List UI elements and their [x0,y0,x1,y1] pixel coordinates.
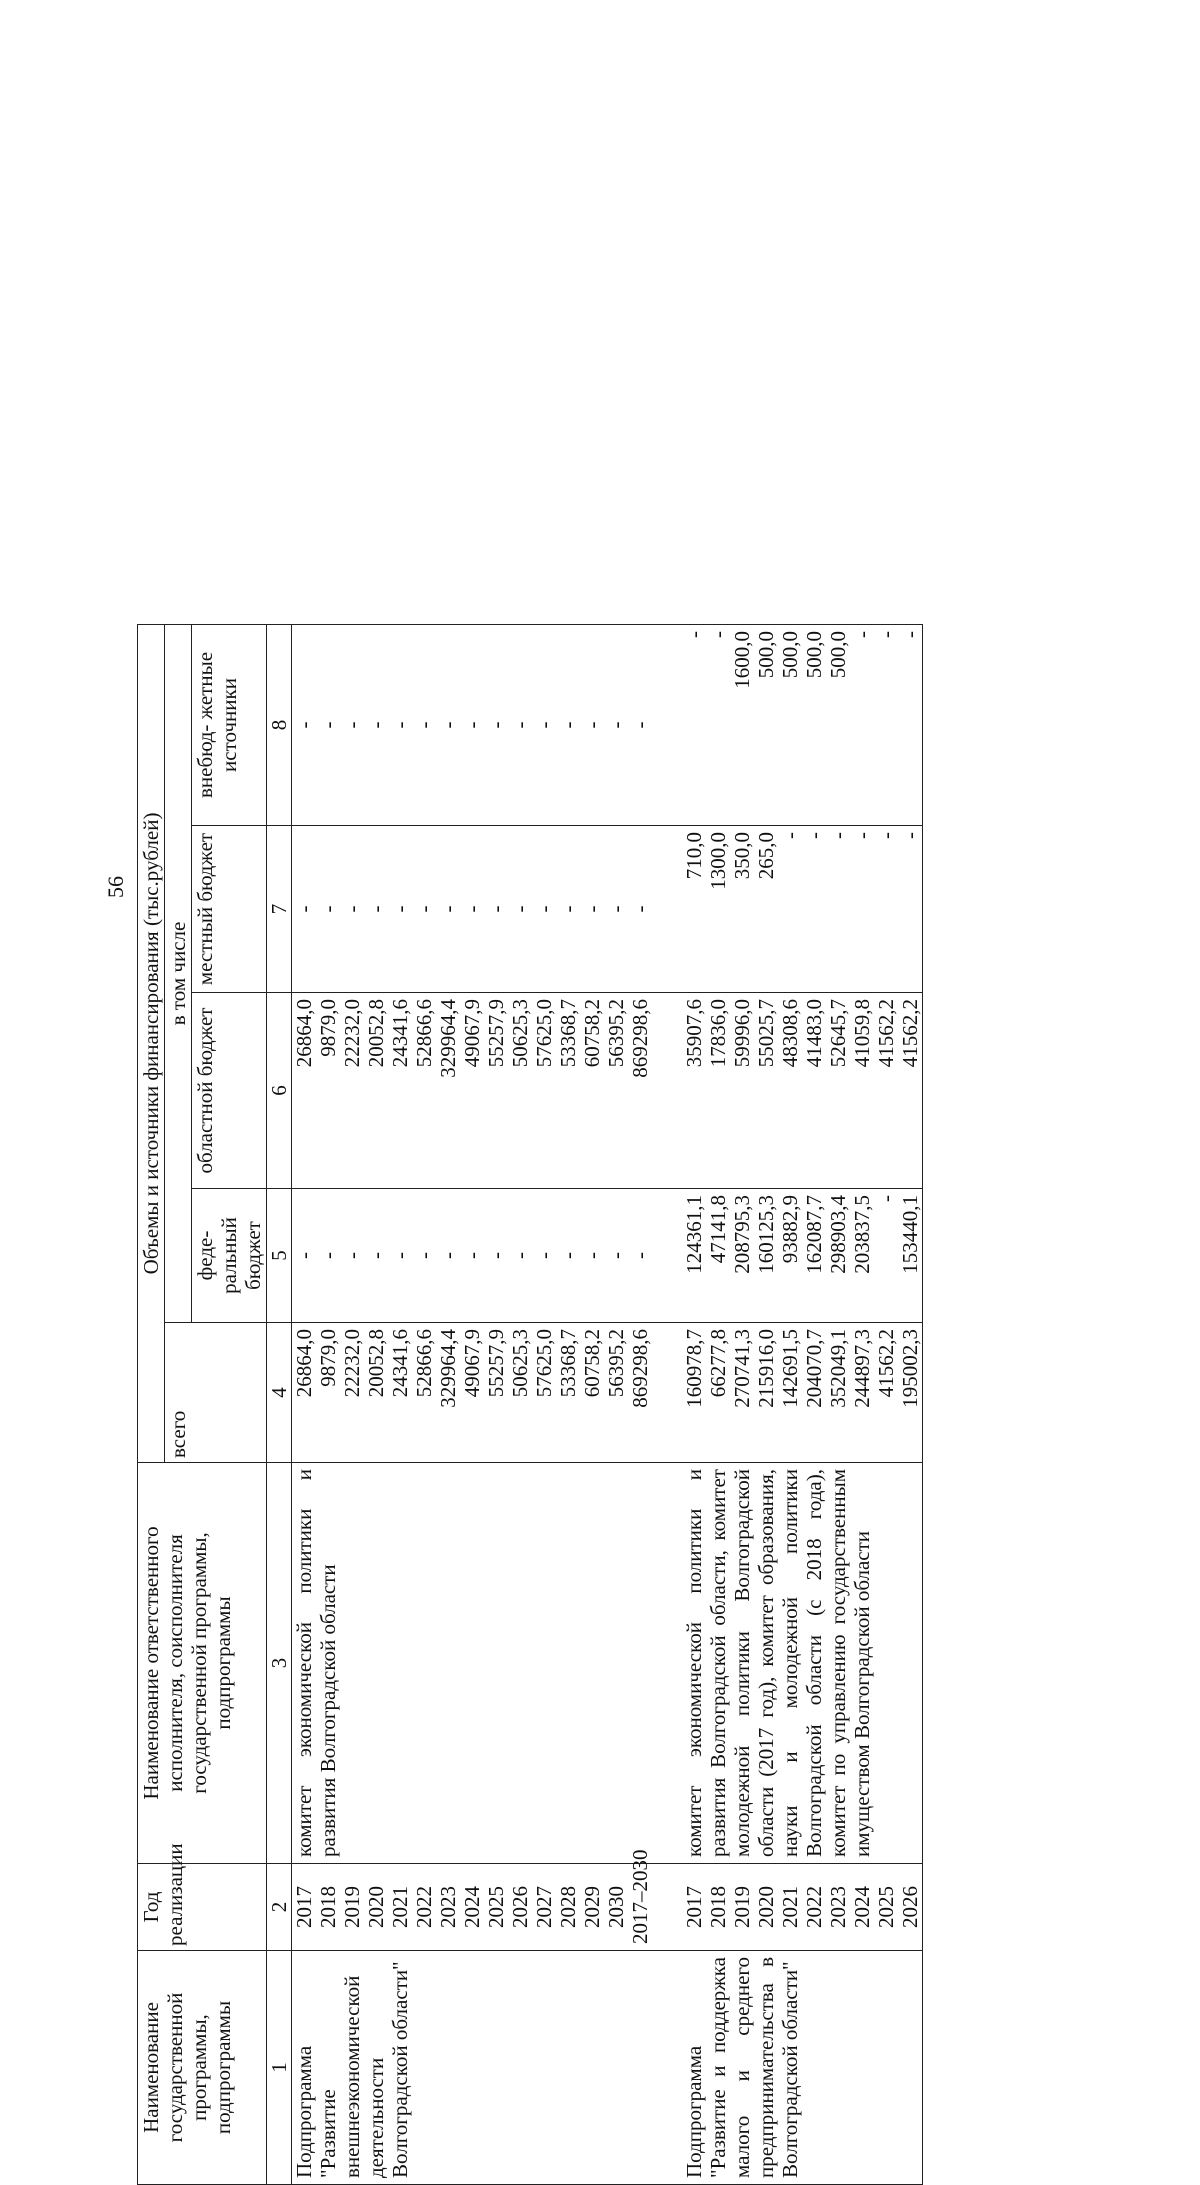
regional-value: 17836,0 [706,999,730,1068]
federal-value: - [580,1252,604,1259]
total-value: 53368,7 [556,1329,580,1398]
local-value: - [850,832,874,839]
regional-value: 41059,8 [850,999,874,1068]
extrabudget-value: - [292,721,316,729]
local-values [292,826,653,993]
local-value: - [388,905,412,913]
regional-value: 9879,0 [316,999,340,1057]
extrabudget-value: 500,0 [754,630,778,679]
federal-value: - [628,1252,652,1259]
column-number: 3 [267,1463,292,1864]
regional-value: 48308,6 [778,999,802,1068]
years-value: 2023 [436,1886,460,1928]
extrabudget-value: - [604,721,628,729]
total-value: 9879,0 [316,1329,340,1387]
total-value: 352049,1 [826,1329,850,1408]
column-number: 6 [267,993,292,1189]
total-value: 49067,9 [460,1329,484,1398]
years-value: 2025 [874,1886,898,1928]
total-value: 41562,2 [874,1329,898,1398]
years-value: 2029 [580,1886,604,1928]
regional-value: 869298,6 [628,999,652,1078]
years-value: 2019 [730,1886,754,1928]
federal-value: 153440,1 [898,1195,922,1274]
years-value: 2018 [316,1886,340,1928]
extrabudget-value: - [556,721,580,729]
executor-cell: комитет экономической политики и развития Волгоградской области, комитет молодежной политики Волгоградской области (2017 год), комитет образования, науки и молодежной политики Волгоградской области (с 2018 года), комитет по управлению государственным имуществом Волгоградской области [652,1463,923,1864]
rotated-table-wrapper [137,625,1200,2185]
years-value: 2022 [412,1886,436,1928]
local-value: - [604,905,628,913]
extrabudget-value: - [628,721,652,729]
federal-value: 160125,3 [754,1195,778,1274]
extrabudget-value: - [898,630,922,638]
extrabudget-value: - [580,721,604,729]
years-cell [652,1864,923,1951]
total-value: 244897,3 [850,1329,874,1408]
local-value: - [826,832,850,839]
years-value: 2019 [340,1886,364,1928]
header-funding-group: Объемы и источники финансирования (тыс.рублей) [138,624,165,1462]
local-value: - [898,832,922,839]
federal-value: - [412,1252,436,1259]
federal-value: 93882,9 [778,1195,802,1264]
header-federal: феде- ральный бюджет [192,1189,267,1323]
federal-value: - [388,1252,412,1259]
years-value: 2025 [484,1886,508,1928]
regional-value: 35907,6 [682,999,706,1068]
total-value: 215916,0 [754,1329,778,1408]
extrabudget-value: 500,0 [826,630,850,679]
total-value: 26864,0 [292,1329,316,1398]
regional-value: 41562,2 [874,999,898,1068]
local-value: - [340,905,364,913]
financing-table [137,624,923,2185]
extrabudget-value: - [706,630,730,638]
column-number: 7 [267,826,292,993]
column-number: 5 [267,1189,292,1323]
federal-value: 47141,8 [706,1195,730,1264]
total-value: 56395,2 [604,1329,628,1398]
federal-value: - [484,1252,508,1259]
federal-value: - [604,1252,628,1259]
extrabudget-value: 500,0 [802,630,826,679]
local-value: - [292,905,316,913]
total-value: 50625,3 [508,1329,532,1398]
years-value: 2020 [754,1886,778,1928]
executor-cell: комитет экономической политики и развития Волгоградской области [292,1463,653,1864]
regional-value: 50625,3 [508,999,532,1068]
regional-value: 53368,7 [556,999,580,1068]
local-value: - [532,905,556,913]
federal-value: - [292,1252,316,1259]
federal-value: - [532,1252,556,1259]
years-cell [292,1849,653,1951]
regional-value: 24341,6 [388,999,412,1068]
years-value: 2028 [556,1886,580,1928]
years-value: 2022 [802,1886,826,1928]
total-value: 60758,2 [580,1329,604,1398]
header-executor: Наименование ответственного исполнителя, соисполнителя государственной программы, подпрограммы [138,1463,267,1864]
subprogram-row-foreign-economic [292,624,653,2184]
regional-value: 55025,7 [754,999,778,1068]
regional-value: 52866,6 [412,999,436,1068]
total-value: 869298,6 [628,1329,652,1408]
extrabudget-value: - [364,721,388,729]
federal-value: 162087,7 [802,1195,826,1274]
column-number: 1 [267,1951,292,2185]
federal-value: 208795,3 [730,1195,754,1274]
regional-value: 60758,2 [580,999,604,1068]
regional-value: 49067,9 [460,999,484,1068]
federal-value: - [364,1252,388,1259]
extrabudget-value: 500,0 [778,630,802,679]
total-value: 329964,4 [436,1329,460,1408]
subprogram-name: Подпрограмма "Развитие и поддержка малого и среднего предпринимательства в Волгоградской области" [652,1951,923,2185]
extrabudget-value: - [460,721,484,729]
years-value: 2024 [460,1886,484,1928]
header-regional: областной бюджет [192,993,267,1189]
federal-value: - [436,1252,460,1259]
total-value: 55257,9 [484,1329,508,1398]
total-values [292,1323,653,1463]
total-value: 52866,6 [412,1329,436,1398]
total-value: 142691,5 [778,1329,802,1408]
federal-value: 124361,1 [682,1195,706,1274]
years-value: 2026 [898,1886,922,1928]
extrabudget-value: - [874,630,898,638]
extrabudget-value: - [412,721,436,729]
local-value: - [484,905,508,913]
total-value: 24341,6 [388,1329,412,1398]
header-year: Год реализации [138,1864,267,1951]
local-value: - [556,905,580,913]
federal-values [292,1189,653,1323]
local-value: - [802,832,826,839]
extrabudget-value: - [508,721,532,729]
header-program-name: Наименование государственной программы, подпрограммы [138,1951,267,2185]
years-value: 2030 [604,1886,628,1928]
extrabudget-value: - [682,630,706,638]
subprogram-name: Подпрограмма "Развитие внешнеэкономической деятельности Волгоградской области" [292,1951,653,2185]
local-value: - [412,905,436,913]
federal-values [652,1189,923,1323]
local-value: - [580,905,604,913]
federal-value: - [556,1252,580,1259]
local-value: - [778,832,802,839]
years-value: 2021 [388,1886,412,1928]
local-value: - [436,905,460,913]
federal-value: - [508,1252,532,1259]
header-total: всего [165,1323,267,1463]
years-value: 2024 [850,1886,874,1928]
years-value: 2023 [826,1886,850,1928]
total-value: 66277,8 [706,1329,730,1398]
total-value: 20052,8 [364,1329,388,1398]
federal-value: - [340,1252,364,1259]
total-value: 204070,7 [802,1329,826,1408]
header-extrabudget: внебюд- жетные источники [192,624,267,825]
total-value: 57625,0 [532,1329,556,1398]
extrabudget-values [292,624,653,825]
years-value: 2027 [532,1886,556,1928]
years-value: 2026 [508,1886,532,1928]
total-value: 270741,3 [730,1329,754,1408]
regional-value: 26864,0 [292,999,316,1068]
regional-value: 57625,0 [532,999,556,1068]
federal-value: - [316,1252,340,1259]
local-value: 350,0 [730,832,754,880]
header-local: местный бюджет [192,826,267,993]
extrabudget-value: - [388,721,412,729]
total-value: 22232,0 [340,1329,364,1398]
header-including: в том числе [165,624,192,1322]
years-value: 2017 [682,1886,706,1928]
regional-value: 59996,0 [730,999,754,1068]
regional-value: 41483,0 [802,999,826,1068]
regional-value: 329964,4 [436,999,460,1078]
regional-value: 22232,0 [340,999,364,1068]
local-value: - [874,832,898,839]
local-value: - [460,905,484,913]
extrabudget-value: - [436,721,460,729]
local-value: - [364,905,388,913]
local-value: 710,0 [682,832,706,880]
extrabudget-value: - [316,721,340,729]
regional-values [292,993,653,1189]
regional-values [652,993,923,1189]
total-value: 195002,3 [898,1329,922,1408]
extrabudget-values [652,624,923,825]
federal-value: 298903,4 [826,1195,850,1274]
total-value: 160978,7 [682,1329,706,1408]
column-number: 8 [267,624,292,825]
federal-value: - [460,1252,484,1259]
local-value: - [316,905,340,913]
local-value: 1300,0 [706,832,730,890]
extrabudget-value: - [484,721,508,729]
local-values [652,826,923,993]
extrabudget-value: - [340,721,364,729]
total-values [652,1323,923,1463]
years-value: 2017–2030 [628,1849,652,1944]
years-value: 2018 [706,1886,730,1928]
subprogram-row-small-business [652,624,923,2184]
regional-value: 52645,7 [826,999,850,1068]
federal-value: 203837,5 [850,1195,874,1274]
local-value: - [508,905,532,913]
years-value: 2017 [292,1886,316,1928]
years-value: 2020 [364,1886,388,1928]
federal-value: - [874,1195,898,1202]
extrabudget-value: 1600,0 [730,630,754,689]
regional-value: 41562,2 [898,999,922,1068]
page-number: 56 [103,876,128,898]
extrabudget-value: - [532,721,556,729]
column-number: 2 [267,1864,292,1951]
regional-value: 55257,9 [484,999,508,1068]
years-value: 2021 [778,1886,802,1928]
local-value: - [628,905,652,913]
regional-value: 56395,2 [604,999,628,1068]
regional-value: 20052,8 [364,999,388,1068]
extrabudget-value: - [850,630,874,638]
local-value: 265,0 [754,832,778,880]
column-number: 4 [267,1323,292,1463]
